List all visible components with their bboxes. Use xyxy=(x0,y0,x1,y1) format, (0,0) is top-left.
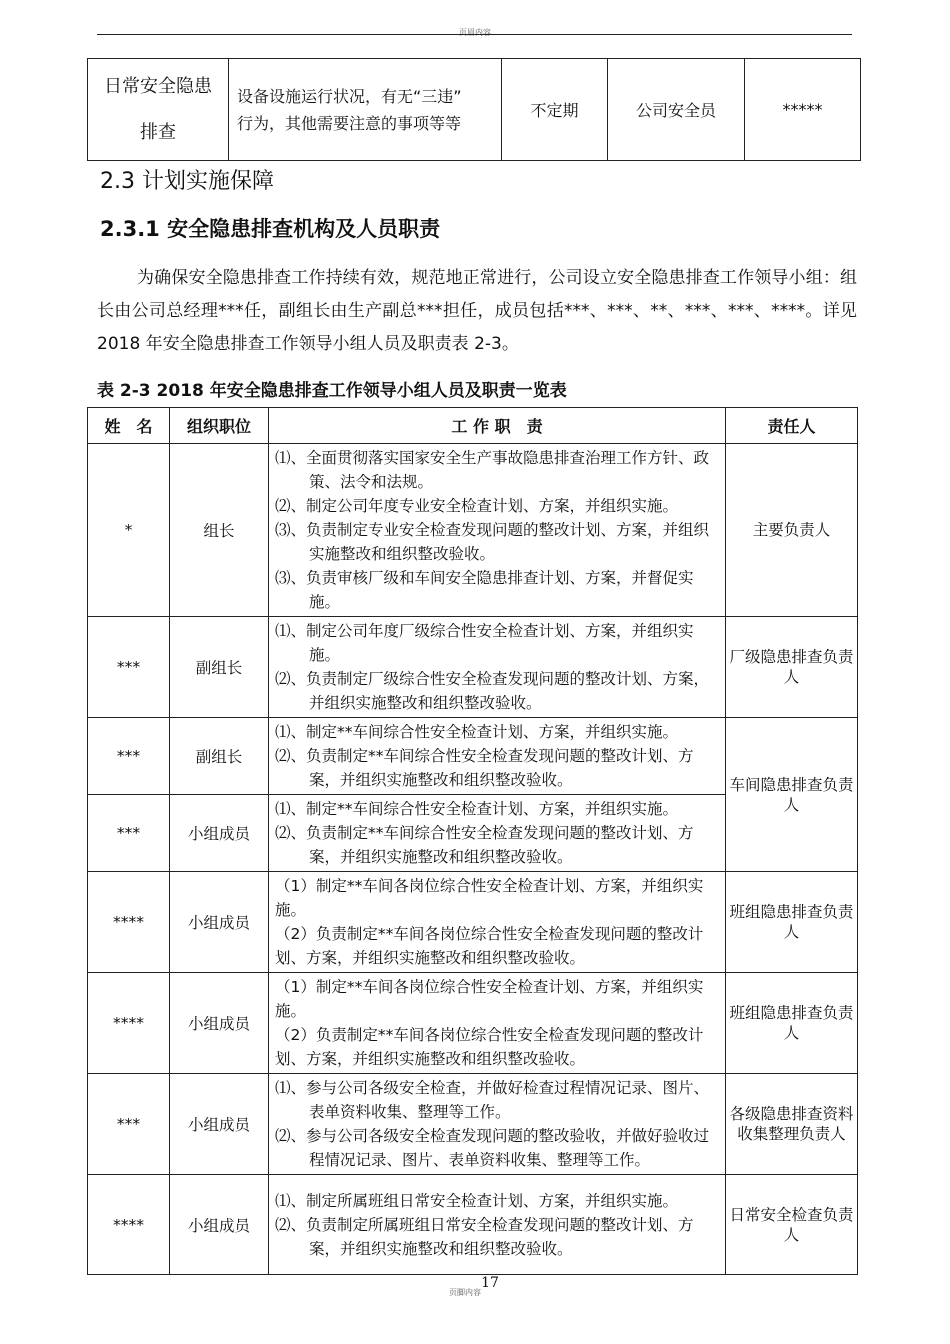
table-row xyxy=(88,872,858,973)
table-caption: 表 2-3 2018 年安全隐患排查工作领导小组人员及职责一览表 xyxy=(97,381,567,401)
remark-cell: ***** xyxy=(745,59,861,161)
table-row xyxy=(88,1074,858,1175)
item-cell xyxy=(88,59,229,161)
body-paragraph xyxy=(97,262,857,361)
duty-item: ⑴、制定**车间综合性安全检查计划、方案，并组织实施。 xyxy=(275,800,679,818)
header-responsible: 责任人 xyxy=(726,408,858,444)
duty-item: ⑵、负责制定所属班组日常安全检查发现问题的整改计划、方案，并组织实施整改和组织整改验收。 xyxy=(275,1215,694,1258)
duty-item: （2）负责制定**车间各岗位综合性安全检查发现问题的整改计划、方案，并组织实施整改和组织整改验收。 xyxy=(275,1026,704,1068)
duty-item: ⑵、制定公司年度专业安全检查计划、方案，并组织实施。 xyxy=(275,497,679,515)
member-duties xyxy=(269,617,726,718)
member-name: *** xyxy=(88,795,170,872)
member-name: *** xyxy=(88,718,170,795)
item-line: 排查 xyxy=(140,121,176,143)
header-rule xyxy=(97,34,852,35)
header-name: 姓 名 xyxy=(88,408,170,444)
duty-item: ⑵、参与公司各级安全检查发现问题的整改验收，并做好验收过程情况记录、图片、表单资料收集、整理等工作。 xyxy=(275,1127,710,1169)
responsible-person: 日常安全检查负责人 xyxy=(726,1175,858,1275)
duty-item: （1）制定**车间各岗位综合性安全检查计划、方案，并组织实施。 xyxy=(275,877,704,919)
member-duties xyxy=(269,872,726,973)
table-row xyxy=(88,444,858,617)
duty-item: ⑴、制定公司年度厂级综合性安全检查计划、方案，并组织实施。 xyxy=(275,622,694,664)
member-position: 小组成员 xyxy=(170,1074,269,1175)
duties-table xyxy=(87,407,858,1275)
member-duties xyxy=(269,1074,726,1175)
continued-table xyxy=(87,58,861,161)
section-heading: 2.3 计划实施保障 xyxy=(100,169,274,194)
content-line: 设备设施运行状况，有无“三违” xyxy=(237,86,462,106)
duty-item: ⑵、负责制定厂级综合性安全检查发现问题的整改计划、方案，并组织实施整改和组织整改验收。 xyxy=(275,670,710,712)
page-footer: 页脚内容 xyxy=(449,1288,481,1297)
duty-item: ⑴、参与公司各级安全检查，并做好检查过程情况记录、图片、表单资料收集、整理等工作。 xyxy=(275,1079,710,1121)
frequency-cell: 不定期 xyxy=(502,59,608,161)
duty-item: ⑴、制定所属班组日常安全检查计划、方案，并组织实施。 xyxy=(275,1191,679,1210)
member-position: 小组成员 xyxy=(170,795,269,872)
content-cell xyxy=(229,59,502,161)
person-cell: 公司安全员 xyxy=(608,59,745,161)
duty-item: ⑶、负责审核厂级和车间安全隐患排查计划、方案，并督促实施。 xyxy=(275,569,694,611)
member-position: 小组成员 xyxy=(170,872,269,973)
responsible-person: 厂级隐患排查负责人 xyxy=(726,617,858,718)
header-position: 组织职位 xyxy=(170,408,269,444)
duty-item: （1）制定**车间各岗位综合性安全检查计划、方案，并组织实施。 xyxy=(275,978,704,1020)
member-position: 副组长 xyxy=(170,718,269,795)
page-header: 页眉内容 xyxy=(459,28,491,37)
item-line: 日常安全隐患 xyxy=(104,75,212,97)
duty-item: ⑴、全面贯彻落实国家安全生产事故隐患排查治理工作方针、政策、法令和法规。 xyxy=(275,449,710,491)
member-position: 小组成员 xyxy=(170,973,269,1074)
member-duties xyxy=(269,973,726,1074)
table-header-row xyxy=(88,408,858,444)
member-duties xyxy=(269,1175,726,1275)
member-name: **** xyxy=(88,1175,170,1275)
page-number: 17 xyxy=(481,1275,499,1291)
table-row xyxy=(88,59,861,161)
member-name: *** xyxy=(88,617,170,718)
member-position: 小组成员 xyxy=(170,1175,269,1275)
duty-item: ⑵、负责制定**车间综合性安全检查发现问题的整改计划、方案，并组织实施整改和组织整改验收。 xyxy=(275,747,694,789)
duty-item: ⑶、负责制定专业安全检查发现问题的整改计划、方案，并组织实施整改和组织整改验收。 xyxy=(275,521,710,563)
duty-item: ⑴、制定**车间综合性安全检查计划、方案，并组织实施。 xyxy=(275,723,679,741)
member-name: **** xyxy=(88,973,170,1074)
table-row xyxy=(88,718,858,795)
responsible-person: 班组隐患排查负责人 xyxy=(726,973,858,1074)
member-name: **** xyxy=(88,872,170,973)
responsible-person: 主要负责人 xyxy=(726,444,858,617)
duty-item: ⑵、负责制定**车间综合性安全检查发现问题的整改计划、方案，并组织实施整改和组织整改验收。 xyxy=(275,824,694,866)
member-name: * xyxy=(88,444,170,617)
header-duties: 工 作 职 责 xyxy=(269,408,726,444)
member-position: 副组长 xyxy=(170,617,269,718)
responsible-person: 车间隐患排查负责人 xyxy=(726,718,858,872)
member-duties xyxy=(269,795,726,872)
responsible-person: 各级隐患排查资料收集整理负责人 xyxy=(726,1074,858,1175)
table-row xyxy=(88,973,858,1074)
member-name: *** xyxy=(88,1074,170,1175)
duty-item: （2）负责制定**车间各岗位综合性安全检查发现问题的整改计划、方案，并组织实施整改和组织整改验收。 xyxy=(275,925,704,967)
table-row xyxy=(88,1175,858,1275)
member-duties xyxy=(269,718,726,795)
member-duties xyxy=(269,444,726,617)
subsection-heading: 2.3.1 安全隐患排查机构及人员职责 xyxy=(100,217,441,241)
responsible-person: 班组隐患排查负责人 xyxy=(726,872,858,973)
table-row xyxy=(88,617,858,718)
paragraph-text: 为确保安全隐患排查工作持续有效，规范地正常进行，公司设立安全隐患排查工作领导小组：组长由公司总经理***任，副组长由生产副总***担任，成员包括***、***、**、***、***、****。详见 2018 年安全隐患排查工作领导小组人员及职责表 2-3。 xyxy=(97,268,857,354)
member-position: 组长 xyxy=(170,444,269,617)
content-line: 行为，其他需要注意的事项等等 xyxy=(237,113,462,133)
